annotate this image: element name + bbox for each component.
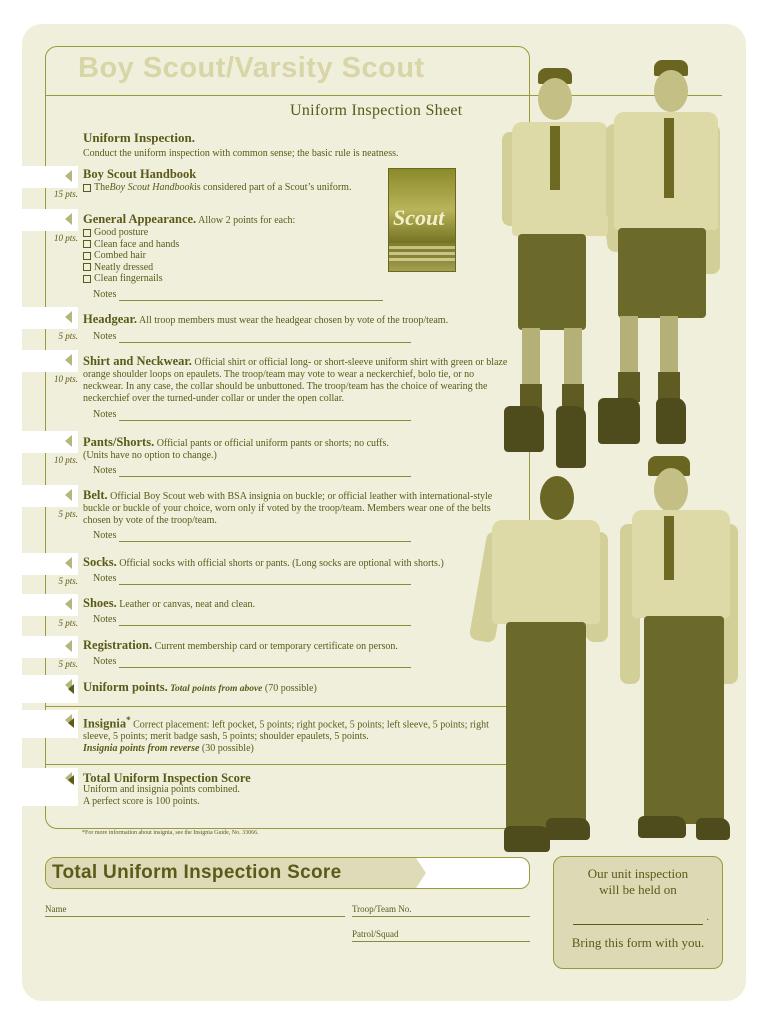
insignia-heading: Insignia	[83, 716, 127, 731]
notes-label: Notes	[93, 465, 117, 476]
insignia-text: Correct placement: left pocket, 5 points; right pocket, 5 points; left sleeve, 5 points; right sleeve, 5 points; merit badge sash, 5 points; shoulder epaulets, 5 points.	[83, 719, 489, 743]
pants-section	[83, 436, 508, 477]
appearance-checkbox[interactable]	[83, 275, 91, 283]
name-field[interactable]	[45, 902, 345, 917]
patrol-label: Patrol/Squad	[352, 929, 399, 939]
boot	[696, 818, 730, 840]
handbook-section	[83, 168, 383, 194]
neckerchief	[664, 516, 674, 580]
headgear-points: 5 pts.	[58, 331, 78, 341]
shoes-text: Leather or canvas, neat and clean.	[116, 599, 255, 610]
appearance-text: Allow 2 points for each:	[196, 215, 296, 226]
notes-line[interactable]	[119, 533, 411, 542]
appearance-section	[83, 213, 383, 301]
belt-tab	[22, 485, 78, 507]
long-pants	[506, 622, 586, 830]
notes-label: Notes	[93, 409, 117, 420]
shirt	[512, 122, 608, 236]
notes-label: Notes	[93, 288, 117, 300]
handbook-checkbox[interactable]	[83, 184, 91, 192]
appearance-item-label: Clean face and hands	[94, 238, 180, 250]
leg	[660, 316, 678, 376]
belt-heading: Belt.	[83, 488, 108, 502]
page-subtitle: Uniform Inspection Sheet	[290, 102, 463, 119]
shirt	[632, 510, 730, 618]
appearance-item	[83, 250, 383, 262]
registration-points: 5 pts.	[58, 659, 78, 669]
socks-notes	[93, 573, 508, 585]
registration-section	[83, 639, 508, 668]
long-pants	[644, 616, 724, 824]
insignia-italic: Insignia points from reverse	[83, 743, 200, 755]
handbook-heading: Boy Scout Handbook	[83, 167, 197, 181]
appearance-item-label: Combed hair	[94, 250, 146, 261]
shirt-notes	[93, 409, 508, 421]
appearance-item	[83, 273, 383, 285]
leg	[564, 328, 582, 388]
appearance-checkbox[interactable]	[83, 252, 91, 260]
scout-photo-3	[478, 474, 610, 858]
uniform-points-section	[83, 681, 508, 695]
headgear-section	[83, 313, 508, 343]
pants-heading: Pants/Shorts.	[83, 435, 155, 449]
shoes-notes	[93, 614, 508, 626]
registration-tab	[22, 636, 78, 658]
boot	[598, 398, 640, 444]
shoes-section	[83, 597, 508, 626]
socks-points: 5 pts.	[58, 576, 78, 586]
scout-photo-2	[596, 58, 722, 446]
divider	[45, 706, 530, 707]
appearance-item-label: Neatly dressed	[94, 261, 154, 273]
total-score-section	[83, 772, 508, 808]
insignia-footnote-marker: *	[126, 715, 131, 725]
unit-inspection-box	[553, 856, 723, 969]
appearance-checkbox[interactable]	[83, 240, 91, 248]
leg	[620, 316, 638, 376]
total-score-tab	[22, 768, 78, 806]
boot	[656, 398, 686, 444]
patrol-field[interactable]	[352, 927, 530, 942]
head	[654, 70, 688, 112]
shirt-points: 10 pts.	[53, 374, 78, 384]
total-score-line-1: Uniform and insignia points combined.	[83, 784, 240, 795]
socks-heading: Socks.	[83, 555, 117, 569]
shoes-tab	[22, 594, 78, 616]
uniform-points-text: (70 possible)	[262, 683, 317, 694]
unit-line-2: will be held on	[599, 882, 677, 897]
boot	[638, 816, 686, 838]
page-title: Boy Scout/Varsity Scout	[78, 52, 425, 84]
belt-points: 5 pts.	[58, 509, 78, 519]
shirt-text: Official shirt or official long- or short-sleeve uniform shirt with green or blaze orange shoulder loops on epaulets. The troop/team may vote to wear a neckerchief, bolo tie, or no neckwear. In any case, the collar should be unbuttoned. The troop/team has the choice of wearing the neckerchief over the turned-under collar or under the open collar.	[83, 357, 508, 404]
notes-line[interactable]	[119, 468, 411, 477]
inspection-date-field[interactable]	[573, 912, 709, 925]
insignia-text-2: (30 possible)	[199, 743, 254, 755]
intro-section	[83, 130, 503, 159]
neckerchief	[550, 126, 560, 190]
intro-heading: Uniform Inspection.	[83, 130, 195, 145]
shorts	[518, 234, 586, 330]
scout-photo-4	[620, 454, 740, 844]
handbook-text-pre: The	[94, 182, 110, 193]
handbook-cover-image	[388, 168, 456, 272]
notes-line[interactable]	[119, 659, 411, 668]
socks-section	[83, 556, 508, 585]
notes-label: Notes	[93, 614, 117, 625]
head	[654, 468, 688, 512]
unit-line-1: Our unit inspection	[587, 866, 689, 881]
notes-label: Notes	[93, 530, 117, 541]
handbook-cover-flag	[389, 243, 455, 261]
registration-text: Current membership card or temporary certificate on person.	[152, 641, 398, 652]
handbook-checkbox-row	[83, 182, 383, 194]
banner-arrow-icon	[416, 858, 426, 888]
appearance-item	[83, 262, 383, 274]
name-label: Name	[45, 904, 67, 914]
boot	[546, 818, 590, 840]
headgear-notes	[93, 331, 508, 343]
date-period: .	[706, 912, 709, 923]
uniform-points-heading: Uniform points.	[83, 680, 168, 694]
intro-text: Conduct the uniform inspection with common sense; the basic rule is neatness.	[83, 148, 399, 159]
handbook-text-italic: Boy Scout Handbook	[109, 182, 194, 193]
registration-notes	[93, 656, 508, 668]
socks-text: Official socks with official shorts or pants. (Long socks are optional with shorts.)	[116, 558, 444, 569]
appearance-item	[83, 227, 383, 239]
belt-section	[83, 489, 508, 542]
shorts	[618, 228, 706, 318]
shoes-heading: Shoes.	[83, 596, 117, 610]
headgear-heading: Headgear.	[83, 312, 138, 326]
pants-tab	[22, 431, 78, 453]
insignia-section	[83, 714, 508, 755]
headgear-tab	[22, 307, 78, 329]
shirt	[492, 520, 600, 624]
appearance-checkbox[interactable]	[83, 229, 91, 237]
footnote: *For more information about insignia, see the Insignia Guide, No. 33066.	[82, 830, 259, 836]
handbook-cover-word: Scout	[393, 205, 445, 230]
total-score-line-2: A perfect score is 100 points.	[83, 796, 200, 807]
notes-line[interactable]	[119, 576, 411, 585]
boot	[556, 406, 586, 468]
boot	[504, 826, 550, 852]
handbook-text-post: is considered part of a Scout’s uniform.	[193, 182, 352, 193]
troop-label: Troop/Team No.	[352, 904, 412, 914]
troop-field[interactable]	[352, 902, 530, 917]
headgear-text: All troop members must wear the headgear chosen by vote of the troop/team.	[137, 315, 449, 326]
shoes-points: 5 pts.	[58, 618, 78, 628]
arrow-marker-icon	[68, 684, 74, 694]
appearance-item	[83, 239, 383, 251]
notes-line[interactable]	[119, 617, 411, 626]
appearance-checkbox[interactable]	[83, 263, 91, 271]
arrow-marker-icon	[68, 718, 74, 728]
notes-label: Notes	[93, 573, 117, 584]
pants-text: Official pants or official uniform pants or shorts; no cuffs.	[154, 438, 389, 449]
boot	[504, 406, 544, 452]
shirt-section	[83, 355, 508, 421]
shirt-tab	[22, 350, 78, 372]
head	[540, 476, 574, 520]
leg	[522, 328, 540, 388]
handbook-tab	[22, 166, 78, 188]
unit-line-3: Bring this form with you.	[571, 935, 705, 950]
pants-text-2: (Units have no option to change.)	[83, 450, 217, 461]
appearance-heading: General Appearance.	[83, 212, 197, 226]
belt-notes	[93, 530, 508, 542]
neckerchief	[664, 118, 674, 198]
notes-label: Notes	[93, 656, 117, 667]
total-score-banner-label: Total Uniform Inspection Score	[52, 862, 342, 883]
pants-notes	[93, 465, 508, 477]
notes-line[interactable]	[119, 292, 383, 301]
registration-heading: Registration.	[83, 638, 153, 652]
handbook-points: 15 pts.	[53, 189, 78, 199]
notes-line[interactable]	[119, 412, 411, 421]
shirt-heading: Shirt and Neckwear.	[83, 354, 192, 368]
total-score-banner	[45, 857, 530, 889]
pants-points: 10 pts.	[53, 455, 78, 465]
appearance-item-label: Good posture	[94, 227, 149, 238]
appearance-item-label: Clean fingernails	[94, 273, 163, 284]
arrow-marker-icon	[68, 775, 74, 785]
divider	[45, 764, 530, 765]
notes-label: Notes	[93, 331, 117, 342]
head	[538, 78, 572, 120]
uniform-points-italic: Total points from above	[167, 684, 263, 694]
appearance-notes	[93, 289, 383, 301]
belt-text: Official Boy Scout web with BSA insignia on buckle; or official leather with international-style buckle or buckle of your choice, worn only if voted by the troop/team. Members wear one of the belts chosen by vote of the troop/team.	[83, 491, 493, 526]
total-score-heading: Total Uniform Inspection Score	[83, 771, 251, 785]
socks-tab	[22, 553, 78, 575]
notes-line[interactable]	[119, 334, 411, 343]
appearance-points: 10 pts.	[53, 233, 78, 243]
appearance-tab	[22, 209, 78, 231]
